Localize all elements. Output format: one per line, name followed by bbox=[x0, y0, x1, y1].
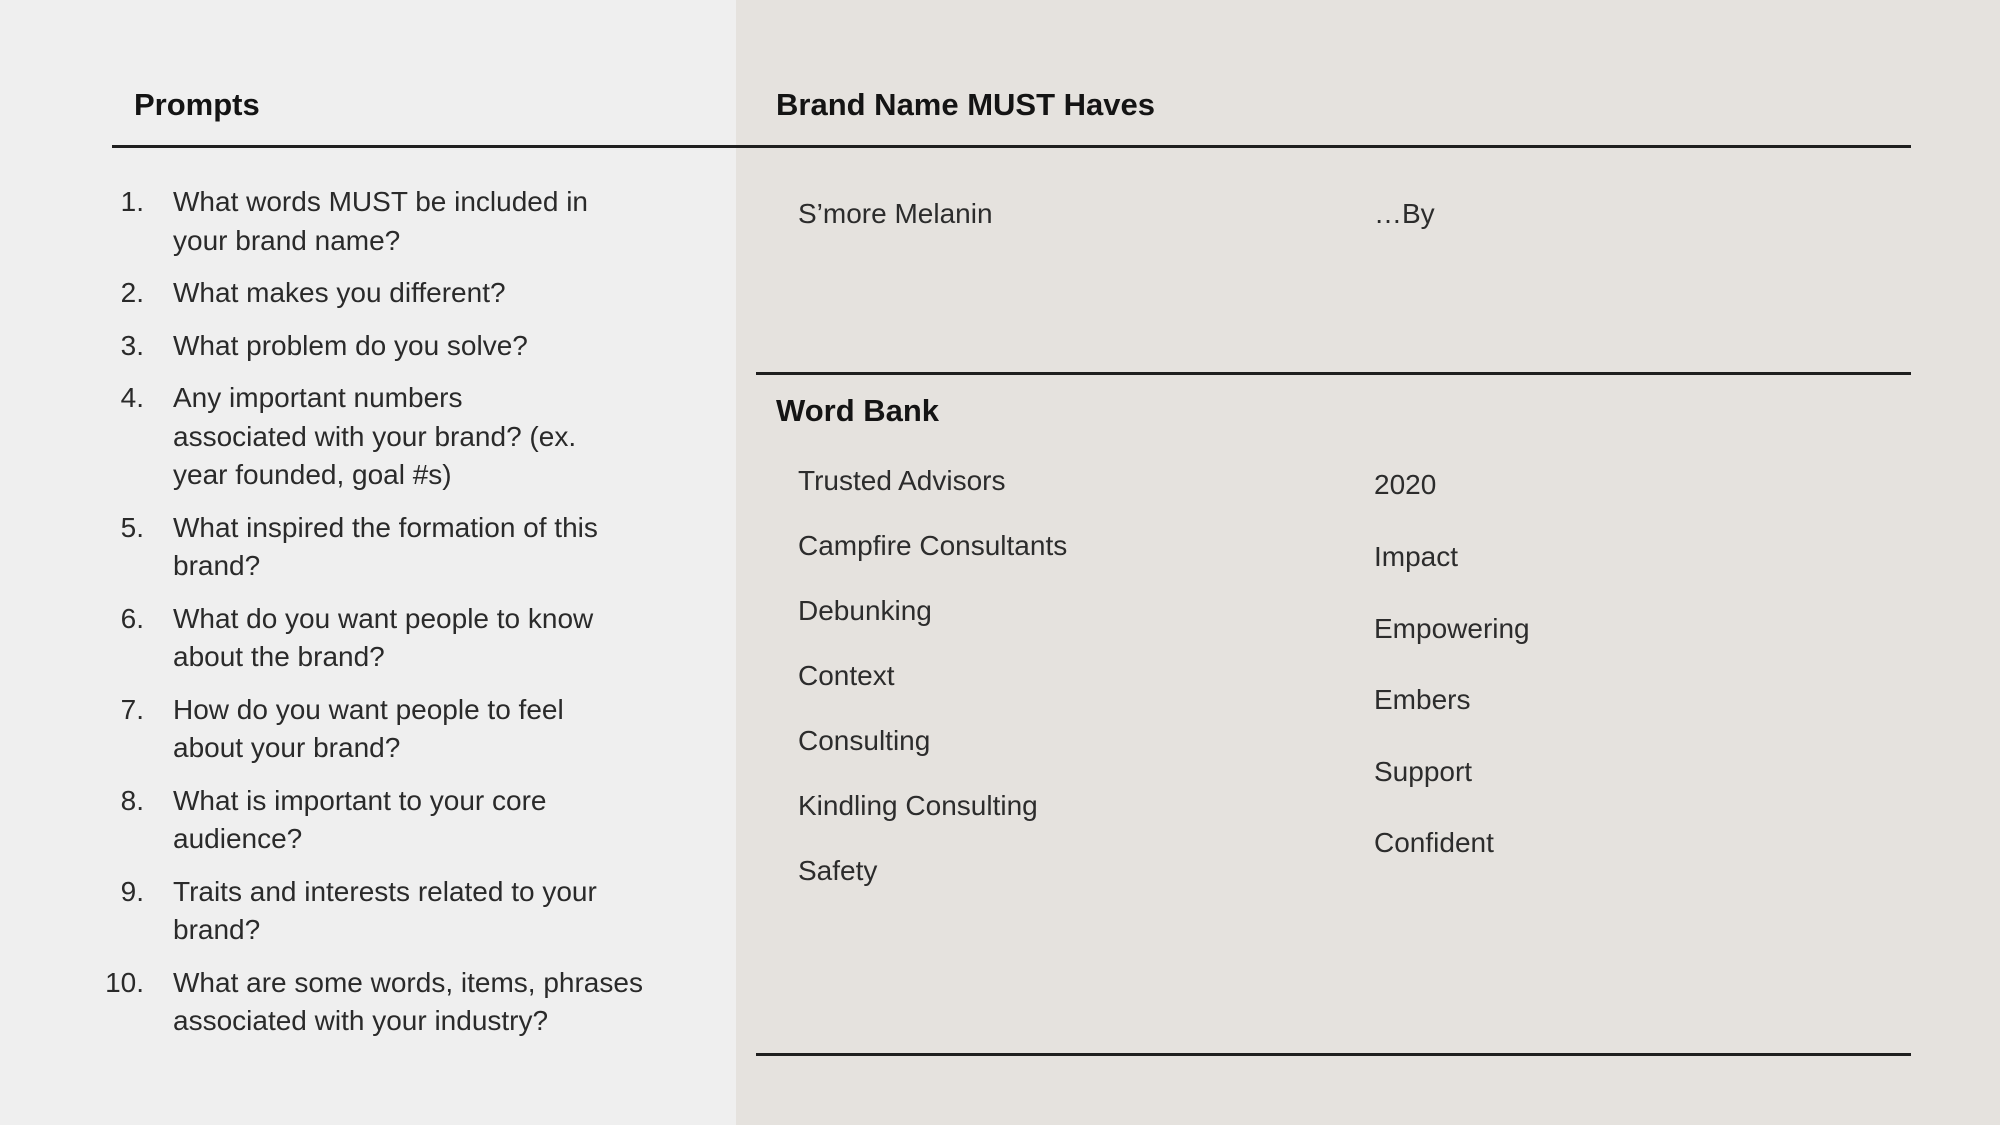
word-bank-item: Confident bbox=[1374, 827, 1494, 858]
word-bank-item: Safety bbox=[798, 855, 878, 886]
word-bank-item: Support bbox=[1374, 756, 1473, 787]
word-bank-item: 2020 bbox=[1374, 469, 1437, 500]
prompt-number: 6. bbox=[120, 602, 144, 634]
prompt-number: 9. bbox=[120, 875, 144, 907]
word-bank-item: Debunking bbox=[798, 595, 932, 626]
prompt-number: 5. bbox=[120, 511, 144, 543]
prompt-item bbox=[100, 379, 720, 495]
word-bank-item: Empowering bbox=[1374, 613, 1530, 644]
prompt-text: What makes you different? bbox=[173, 277, 506, 308]
prompt-number: 1. bbox=[120, 186, 144, 217]
word-bank-heading: Word Bank bbox=[776, 393, 940, 428]
word-bank-item: Embers bbox=[1374, 684, 1471, 715]
prompt-item bbox=[100, 600, 720, 677]
prompt-text: How do you want people to feel about your brand? bbox=[173, 693, 564, 763]
bottom-divider bbox=[756, 1053, 1911, 1056]
prompt-list bbox=[100, 183, 720, 1055]
prompt-item bbox=[100, 873, 720, 950]
prompt-item bbox=[100, 183, 720, 260]
prompt-number: 10. bbox=[105, 966, 144, 998]
word-bank-item: Consulting bbox=[798, 725, 931, 756]
word-bank-item: Trusted Advisors bbox=[798, 465, 1006, 496]
header-divider bbox=[112, 145, 1911, 148]
must-have-item: S’more Melanin bbox=[798, 198, 993, 229]
prompt-number: 8. bbox=[120, 784, 144, 816]
prompt-item bbox=[100, 782, 720, 859]
section-divider bbox=[756, 372, 1911, 375]
prompt-text: What do you want people to know about the brand? bbox=[173, 602, 594, 672]
word-bank-item: Campfire Consultants bbox=[798, 530, 1068, 561]
prompts-heading: Prompts bbox=[134, 87, 260, 122]
prompt-item bbox=[100, 274, 720, 313]
word-bank-item: Context bbox=[798, 660, 895, 691]
prompt-text: What words MUST be included in your brand name? bbox=[173, 186, 588, 256]
prompt-text: What are some words, items, phrases associated with your industry? bbox=[173, 966, 643, 1036]
must-have-item: …By bbox=[1374, 198, 1435, 229]
prompt-number: 4. bbox=[120, 382, 144, 413]
prompt-text: What is important to your core audience? bbox=[173, 784, 547, 854]
prompt-item bbox=[100, 964, 720, 1041]
prompt-number: 7. bbox=[120, 693, 144, 725]
must-haves-heading: Brand Name MUST Haves bbox=[776, 87, 1156, 122]
word-bank-item: Kindling Consulting bbox=[798, 790, 1038, 821]
prompt-number: 2. bbox=[120, 277, 144, 308]
prompt-item bbox=[100, 327, 720, 366]
prompt-text: What inspired the formation of this brand? bbox=[173, 511, 598, 581]
prompt-number: 3. bbox=[120, 329, 144, 361]
word-bank-item: Impact bbox=[1374, 541, 1459, 572]
prompt-text: Traits and interests related to your brand? bbox=[173, 875, 597, 945]
prompt-item bbox=[100, 509, 720, 586]
prompt-text: Any important numbers associated with your brand? (ex. year founded, goal #s) bbox=[173, 382, 577, 490]
prompt-item bbox=[100, 691, 720, 768]
prompt-text: What problem do you solve? bbox=[173, 329, 528, 361]
